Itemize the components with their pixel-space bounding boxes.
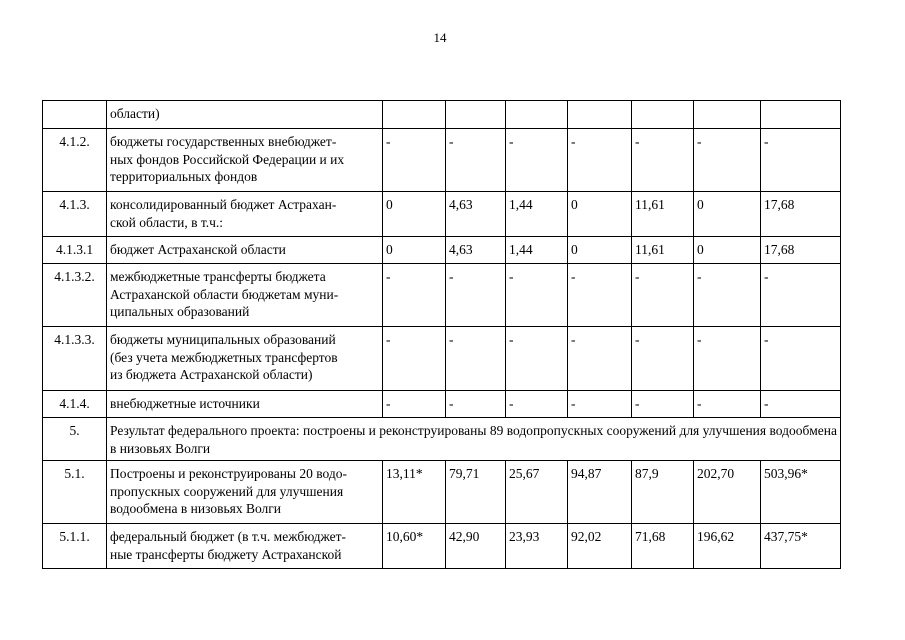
value-cell: -: [446, 264, 506, 327]
row-number: 4.1.3.1: [43, 237, 107, 264]
value-cell: 1,44: [506, 237, 568, 264]
value-cell: 0: [694, 192, 761, 237]
value-cell: 94,87: [568, 461, 632, 524]
value-cell: 196,62: [694, 524, 761, 569]
value-cell: -: [568, 129, 632, 192]
row-number: 5.1.: [43, 461, 107, 524]
value-cell: 202,70: [694, 461, 761, 524]
row-number: 5.1.1.: [43, 524, 107, 569]
value-cell: -: [694, 129, 761, 192]
value-cell: -: [568, 391, 632, 418]
table-row: [43, 101, 841, 129]
value-cell: 42,90: [446, 524, 506, 569]
value-cell: [506, 101, 568, 129]
table-row: [43, 391, 841, 418]
value-cell: 17,68: [761, 192, 841, 237]
value-cell: -: [383, 129, 446, 192]
value-cell: -: [761, 327, 841, 391]
value-cell: 23,93: [506, 524, 568, 569]
row-description: консолидированный бюджет Астрахан- ской области, в т.ч.:: [107, 192, 383, 237]
value-cell: 10,60*: [383, 524, 446, 569]
value-cell: 13,11*: [383, 461, 446, 524]
section-title: Результат федерального проекта: построены и реконструированы 89 водопропускных сооружений для улучшения водообмена в низовьях Волги: [107, 418, 841, 461]
value-cell: 11,61: [632, 237, 694, 264]
row-description: Построены и реконструированы 20 водо- пропускных сооружений для улучшения водообмена в низовьях Волги: [107, 461, 383, 524]
value-cell: -: [568, 264, 632, 327]
value-cell: -: [446, 391, 506, 418]
value-cell: 4,63: [446, 192, 506, 237]
value-cell: 92,02: [568, 524, 632, 569]
value-cell: 11,61: [632, 192, 694, 237]
value-cell: 4,63: [446, 237, 506, 264]
value-cell: 0: [383, 192, 446, 237]
row-number: 4.1.3.3.: [43, 327, 107, 391]
value-cell: -: [632, 264, 694, 327]
value-cell: 503,96*: [761, 461, 841, 524]
value-cell: -: [506, 327, 568, 391]
value-cell: -: [632, 391, 694, 418]
value-cell: -: [632, 129, 694, 192]
table-body: [43, 101, 841, 569]
table-row: [43, 418, 841, 461]
row-number: [43, 101, 107, 129]
table-row: [43, 264, 841, 327]
table-row: [43, 461, 841, 524]
value-cell: -: [506, 264, 568, 327]
page-number: 14: [433, 30, 447, 45]
value-cell: -: [761, 264, 841, 327]
value-cell: -: [632, 327, 694, 391]
row-description: области): [107, 101, 383, 129]
table-row: [43, 327, 841, 391]
value-cell: [383, 101, 446, 129]
value-cell: 0: [568, 237, 632, 264]
row-description: федеральный бюджет (в т.ч. межбюджет- ные трансферты бюджету Астраханской: [107, 524, 383, 569]
value-cell: [694, 101, 761, 129]
row-number: 4.1.3.: [43, 192, 107, 237]
value-cell: 87,9: [632, 461, 694, 524]
value-cell: -: [506, 129, 568, 192]
value-cell: -: [761, 129, 841, 192]
value-cell: [632, 101, 694, 129]
row-number: 4.1.3.2.: [43, 264, 107, 327]
value-cell: 0: [383, 237, 446, 264]
value-cell: 437,75*: [761, 524, 841, 569]
row-description: внебюджетные источники: [107, 391, 383, 418]
value-cell: 25,67: [506, 461, 568, 524]
value-cell: -: [694, 327, 761, 391]
value-cell: -: [383, 264, 446, 327]
table-row: [43, 129, 841, 192]
row-number: 4.1.4.: [43, 391, 107, 418]
budget-table: [42, 100, 841, 569]
table-row: [43, 237, 841, 264]
value-cell: -: [446, 129, 506, 192]
value-cell: 71,68: [632, 524, 694, 569]
row-description: бюджет Астраханской области: [107, 237, 383, 264]
value-cell: -: [694, 391, 761, 418]
value-cell: [446, 101, 506, 129]
table-row: [43, 524, 841, 569]
value-cell: -: [506, 391, 568, 418]
table-row: [43, 192, 841, 237]
value-cell: -: [446, 327, 506, 391]
value-cell: -: [761, 391, 841, 418]
value-cell: [761, 101, 841, 129]
row-number: 5.: [43, 418, 107, 461]
value-cell: -: [383, 327, 446, 391]
row-description: бюджеты муниципальных образований (без учета межбюджетных трансфертов из бюджета Астраханской области): [107, 327, 383, 391]
value-cell: 17,68: [761, 237, 841, 264]
row-number: 4.1.2.: [43, 129, 107, 192]
value-cell: 1,44: [506, 192, 568, 237]
value-cell: -: [694, 264, 761, 327]
row-description: межбюджетные трансферты бюджета Астраханской области бюджетам муни- ципальных образований: [107, 264, 383, 327]
value-cell: 79,71: [446, 461, 506, 524]
value-cell: 0: [694, 237, 761, 264]
value-cell: -: [383, 391, 446, 418]
value-cell: [568, 101, 632, 129]
value-cell: -: [568, 327, 632, 391]
row-description: бюджеты государственных внебюджет- ных фондов Российской Федерации и их территориальных фондов: [107, 129, 383, 192]
value-cell: 0: [568, 192, 632, 237]
